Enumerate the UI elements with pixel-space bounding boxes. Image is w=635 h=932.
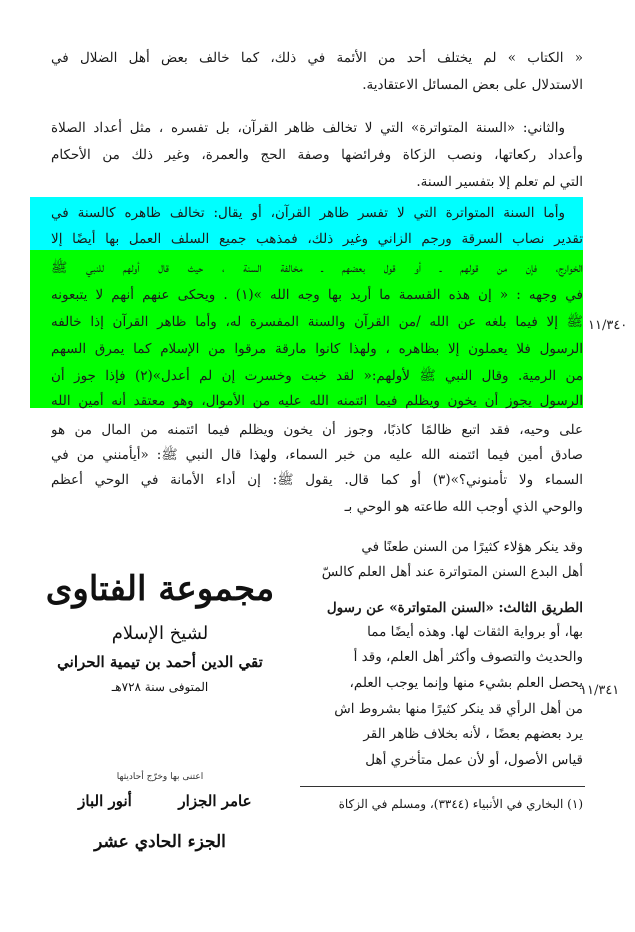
cover-volume: الجزء الحادي عشر bbox=[94, 832, 226, 852]
partial-line: والحديث والتصوف وأكثر أهل العلم، وقد أ bbox=[353, 649, 583, 665]
body-line: الرسول يجوز أن يخون ويظلم فيما ائتمنه الله عليه من الأموال، وهو معتقد أنه أمين الله bbox=[51, 393, 583, 409]
body-line: في وجهه : « إن هذه القسمة ما أريد بها وجه الله »(١) . ويحكى عنهم أنهم لا يتبعونه bbox=[51, 287, 583, 303]
cover-editor-2: أنور الباز bbox=[78, 792, 132, 810]
cover-title: مجموعة الفتاوى bbox=[45, 569, 275, 609]
body-line: والوحي الذي أوجب الله طاعته هو الوحي بـ bbox=[344, 499, 583, 515]
margin-page-ref: ١١/٣٤١ bbox=[580, 683, 620, 698]
partial-line: وقد ينكر هؤلاء كثيرًا من السنن طعنًا في bbox=[361, 539, 583, 555]
body-line: « الكتاب » لم يختلف أحد من الأئمة في ذلك، كما خالف بعض أهل الضلال في bbox=[51, 50, 583, 66]
body-line: التي لم تعلم إلا بتفسير السنة. bbox=[416, 174, 583, 190]
partial-line: يحصل العلم بشيء منها وإنما يوجب العلم، bbox=[349, 675, 583, 691]
partial-line: قياس الأصول، أو لأن عمل متأخري أهل bbox=[365, 752, 583, 768]
body-line: السماء ولا تأمنوني؟»(٣) أو كما قال. يقول ﷺ: إن أداء الأمانة في الوحي أعظم bbox=[51, 472, 583, 488]
body-line: ﷺ إلا فيما بلغه عن الله /من القرآن والسنة المفسرة له، وأما ظاهر القرآن إذا خالفه bbox=[51, 314, 583, 330]
cover-editor-1: عامر الجزار bbox=[178, 792, 252, 810]
body-line: تقدير نصاب السرقة ورجم الزاني وغير ذلك، فمذهب جميع السلف العمل بها أيضًا إلا bbox=[51, 231, 583, 247]
body-line: على وحيه، فقد اتبع ظالمًا كاذبًا، وجوز أن يخون ويظلم فيما ائتمنه من المال من هو bbox=[51, 422, 583, 438]
body-line: والثاني: «السنة المتواترة» التي لا تخالف ظاهر القرآن، بل تفسره ، مثل أعداد الصلاة bbox=[51, 120, 565, 136]
body-line: صادق أمين فيما ائتمنه الله عليه من خبر السماء، ولهذا قال النبي ﷺ: «أيأمنني من في bbox=[51, 447, 583, 463]
cover-author: تقي الدين أحمد بن تيمية الحراني bbox=[57, 653, 263, 671]
footnote: (١) البخاري في الأنبياء (٣٣٤٤)، ومسلم في الزكاة bbox=[338, 797, 583, 811]
margin-page-ref: ١١/٣٤٠ bbox=[588, 318, 628, 333]
body-line: الخوارج، فإن من قولهم ـ أو قول بعضهم ـ مخالفة السنة ، حيث قال أولهم للنبي ﷺ bbox=[51, 260, 583, 276]
footnote-rule bbox=[300, 786, 585, 787]
body-line: الاستدلال على بعض المسائل الاعتقادية. bbox=[362, 77, 583, 93]
partial-line: أهل البدع السنن المتواترة عند أهل العلم كالسّ bbox=[321, 564, 583, 580]
cover-subtitle: لشيخ الإسلام bbox=[111, 623, 209, 644]
body-line: وأعداد ركعاتها، ونصب الزكاة وفرائضها وصفة الحج والعمرة، وغير ذلك من الأحكام bbox=[51, 147, 583, 163]
book-cover bbox=[0, 520, 300, 900]
partial-line: بها، أو برواية الثقات لها. وهذه أيضًا مما bbox=[367, 624, 583, 640]
partial-line: من أهل الرأي قد ينكر كثيرًا منها بشروط اش bbox=[334, 701, 583, 717]
body-line: الرسول فلا يعملون إلا بظاهره ، ولهذا كانوا مارقة مرقوا من الإسلام كما يمرق السهم bbox=[51, 341, 583, 357]
partial-line: يرد بعضهم بعضًا ، لأنه بخلاف ظاهر القر bbox=[363, 726, 583, 742]
partial-line: الطريق الثالث: «السنن المتواترة» عن رسول bbox=[326, 600, 583, 616]
body-line: وأما السنة المتواترة التي لا تفسر ظاهر القرآن، أو يقال: تخالف ظاهره كالسنة في bbox=[51, 205, 565, 221]
body-line: من الرمية. وقال النبي ﷺ لأولهم:« لقد خبت وخسرت إن لم أعدل»(٢) فإذا جوز أن bbox=[51, 368, 583, 384]
cover-editors-label: اعتنى بها وخرّج أحاديثها bbox=[116, 772, 204, 782]
cover-death-date: المتوفى سنة ٧٢٨هـ bbox=[111, 680, 209, 694]
